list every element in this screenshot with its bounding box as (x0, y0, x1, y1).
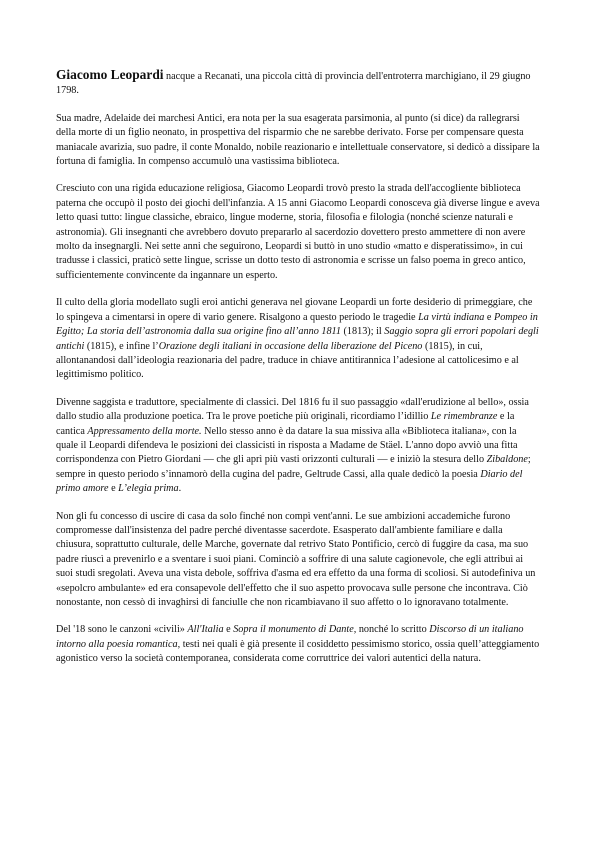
work-title: L’elegia prima (118, 483, 179, 495)
work-title: Le rimembranze (430, 411, 498, 423)
paragraph-text: . (178, 483, 182, 495)
work-title: Discorso di un italiano intorno alla poesia romantica, (56, 624, 524, 650)
paragraph-text: nonché lo scritto (356, 624, 430, 636)
paragraph-text: Nello stesso anno è da datare la sua missiva alla «Biblioteca italiana», con la quale il Leopardi difendeva le posizioni dei classicisti in risposta a Madame de Stäel. L'anno dopo avviò una fitta corrispondenza con Pietro Giordani — che gli aprì più vasti orizzonti culturali — e iniziò la stesura dello (56, 425, 518, 466)
paragraph-essayist (56, 396, 540, 497)
document-title: Giacomo Leopardi (56, 67, 164, 82)
paragraph-text: Del '18 sono le canzoni «civili» (56, 624, 188, 636)
work-title: Saggio sopra gli errori popolari degli antichi (56, 326, 539, 352)
paragraph-text: (1815), in cui, allontanandosi dall’ideologia reazionaria del padre, traduce in chiave antitirannica l’adesione al cattolicesimo e al legittimismo politico. (56, 340, 519, 381)
paragraph-glory (56, 296, 540, 382)
work-title: All'Italia (187, 624, 224, 636)
paragraph-text: ; sempre in questo periodo s’innamorò della cugina del padre, Geltrude Cassi, alla quale dedicò la poesia (56, 454, 531, 480)
paragraph-text: e la cantica (56, 411, 515, 437)
paragraph-intro (56, 68, 540, 99)
work-title: La virtù indiana (418, 311, 485, 323)
paragraph-text: testi nei quali è già presente il cosiddetto pessimismo storico, ossia quell’atteggiamento agonistico verso la società contemporanea, considerata come corruttrice dei valori autentici della natura. (56, 638, 540, 665)
paragraph-text: e (484, 311, 494, 323)
paragraph-text: e (223, 624, 234, 636)
paragraph-text: nacque a Recanati, una piccola città di provincia dell'entroterra marchigiano, il 29 giugno 1798. (56, 71, 531, 97)
paragraph-text: (1815), e infine l’ (84, 340, 159, 352)
work-title: Sopra il monumento di Dante, (233, 624, 357, 636)
paragraph-text: Divenne saggista e traduttore, specialmente di classici. Del 1816 fu il suo passaggio «dall'erudizione al bello», ossia dallo studio alla produzione poetica. Tra le prove poetiche più originali, ricordiamo l’idillio (56, 396, 529, 423)
work-title: Diario del primo amore (56, 468, 523, 495)
paragraph-mother: Sua madre, Adelaide dei marchesi Antici, era nota per la sua esagerata parsimonia, al punto (si dice) da rallegrarsi della morte di un figlio neonato, in prospettiva del risparmio che ne sarebbe derivato. Forse per compensare questa maniacale avarizia, suo padre, il conte Monaldo, nobile reazionario e intellettuale conservatore, si dedicò a dissipare la fortuna di famiglia. In compenso accumulò una vastissima biblioteca. (56, 112, 540, 168)
work-title: Orazione degli italiani in occasione della liberazione del Piceno (158, 340, 423, 352)
paragraph-health: Non gli fu concesso di uscire di casa da solo finché non compì vent'anni. Le sue ambizioni accademiche furono compromesse dall'insistenza del padre perché diventasse sacerdote. Esasperato dall'ambiente familiare e dalla chiusura, soprattutto culturale, delle Marche, governate dal retrivo Stato Pontificio, cercò di fuggire da casa, ma suo padre riuscì a prevenirlo e a sventare i suoi piani. Cominciò a soffrire di una salute cagionevole, che egli attribuì ai suoi studi sregolati. Aveva una vista debole, soffriva d'asma ed era effetto da una forma di scoliosi. Si autodefiniva un «sepolcro ambulante» ed era consapevole dell'effetto che il suo aspetto provocava sulle persone che incontrava. Ciò nonostante, non cessò di invaghirsi di fanciulle che non ricambiavano il suo affetto o lo ignoravano totalmente. (56, 510, 536, 608)
work-title: Appressamento della morte. (87, 425, 202, 437)
paragraph-civic-songs (56, 623, 540, 666)
paragraph-text: (1813); il (340, 326, 385, 338)
paragraph-education: Cresciuto con una rigida educazione religiosa, Giacomo Leopardi trovò presto la strada dell'accogliente biblioteca paterna che occupò il posto dei giochi dell'infanzia. A 15 anni Giacomo Leopardi conosceva già diverse lingue e aveva letto quasi tutto: lingue classiche, ebraico, lingue moderne, storia, filosofia e filologia (nonché scienze naturali e astronomia). Gli insegnanti che avrebbero dovuto prepararlo al sacerdozio dovettero presto ammettere di non avere molto da insegnargli. Nei sette anni che seguirono, Leopardi si buttò in uno studio «matto e disperatissimo», in cui tradusse i classici, praticò sette lingue, scrisse un dotto testo di astronomia e scrisse un falso poema in greco antico, sufficientemente convincente da ingannare un esperto. (56, 183, 540, 281)
paragraph-text: e (108, 483, 119, 495)
work-title: Zibaldone (486, 454, 528, 466)
work-title: Pompeo in Egitto; La storia dell’astronomia dalla sua origine fino all’anno 1811 (56, 311, 538, 338)
paragraph-text: Il culto della gloria modellato sugli eroi antichi generava nel giovane Leopardi un forte desiderio di primeggiare, che lo spingeva a cimentarsi in opere di vario genere. Risalgono a questo periodo le tragedie (56, 297, 533, 323)
document-body (56, 68, 540, 680)
